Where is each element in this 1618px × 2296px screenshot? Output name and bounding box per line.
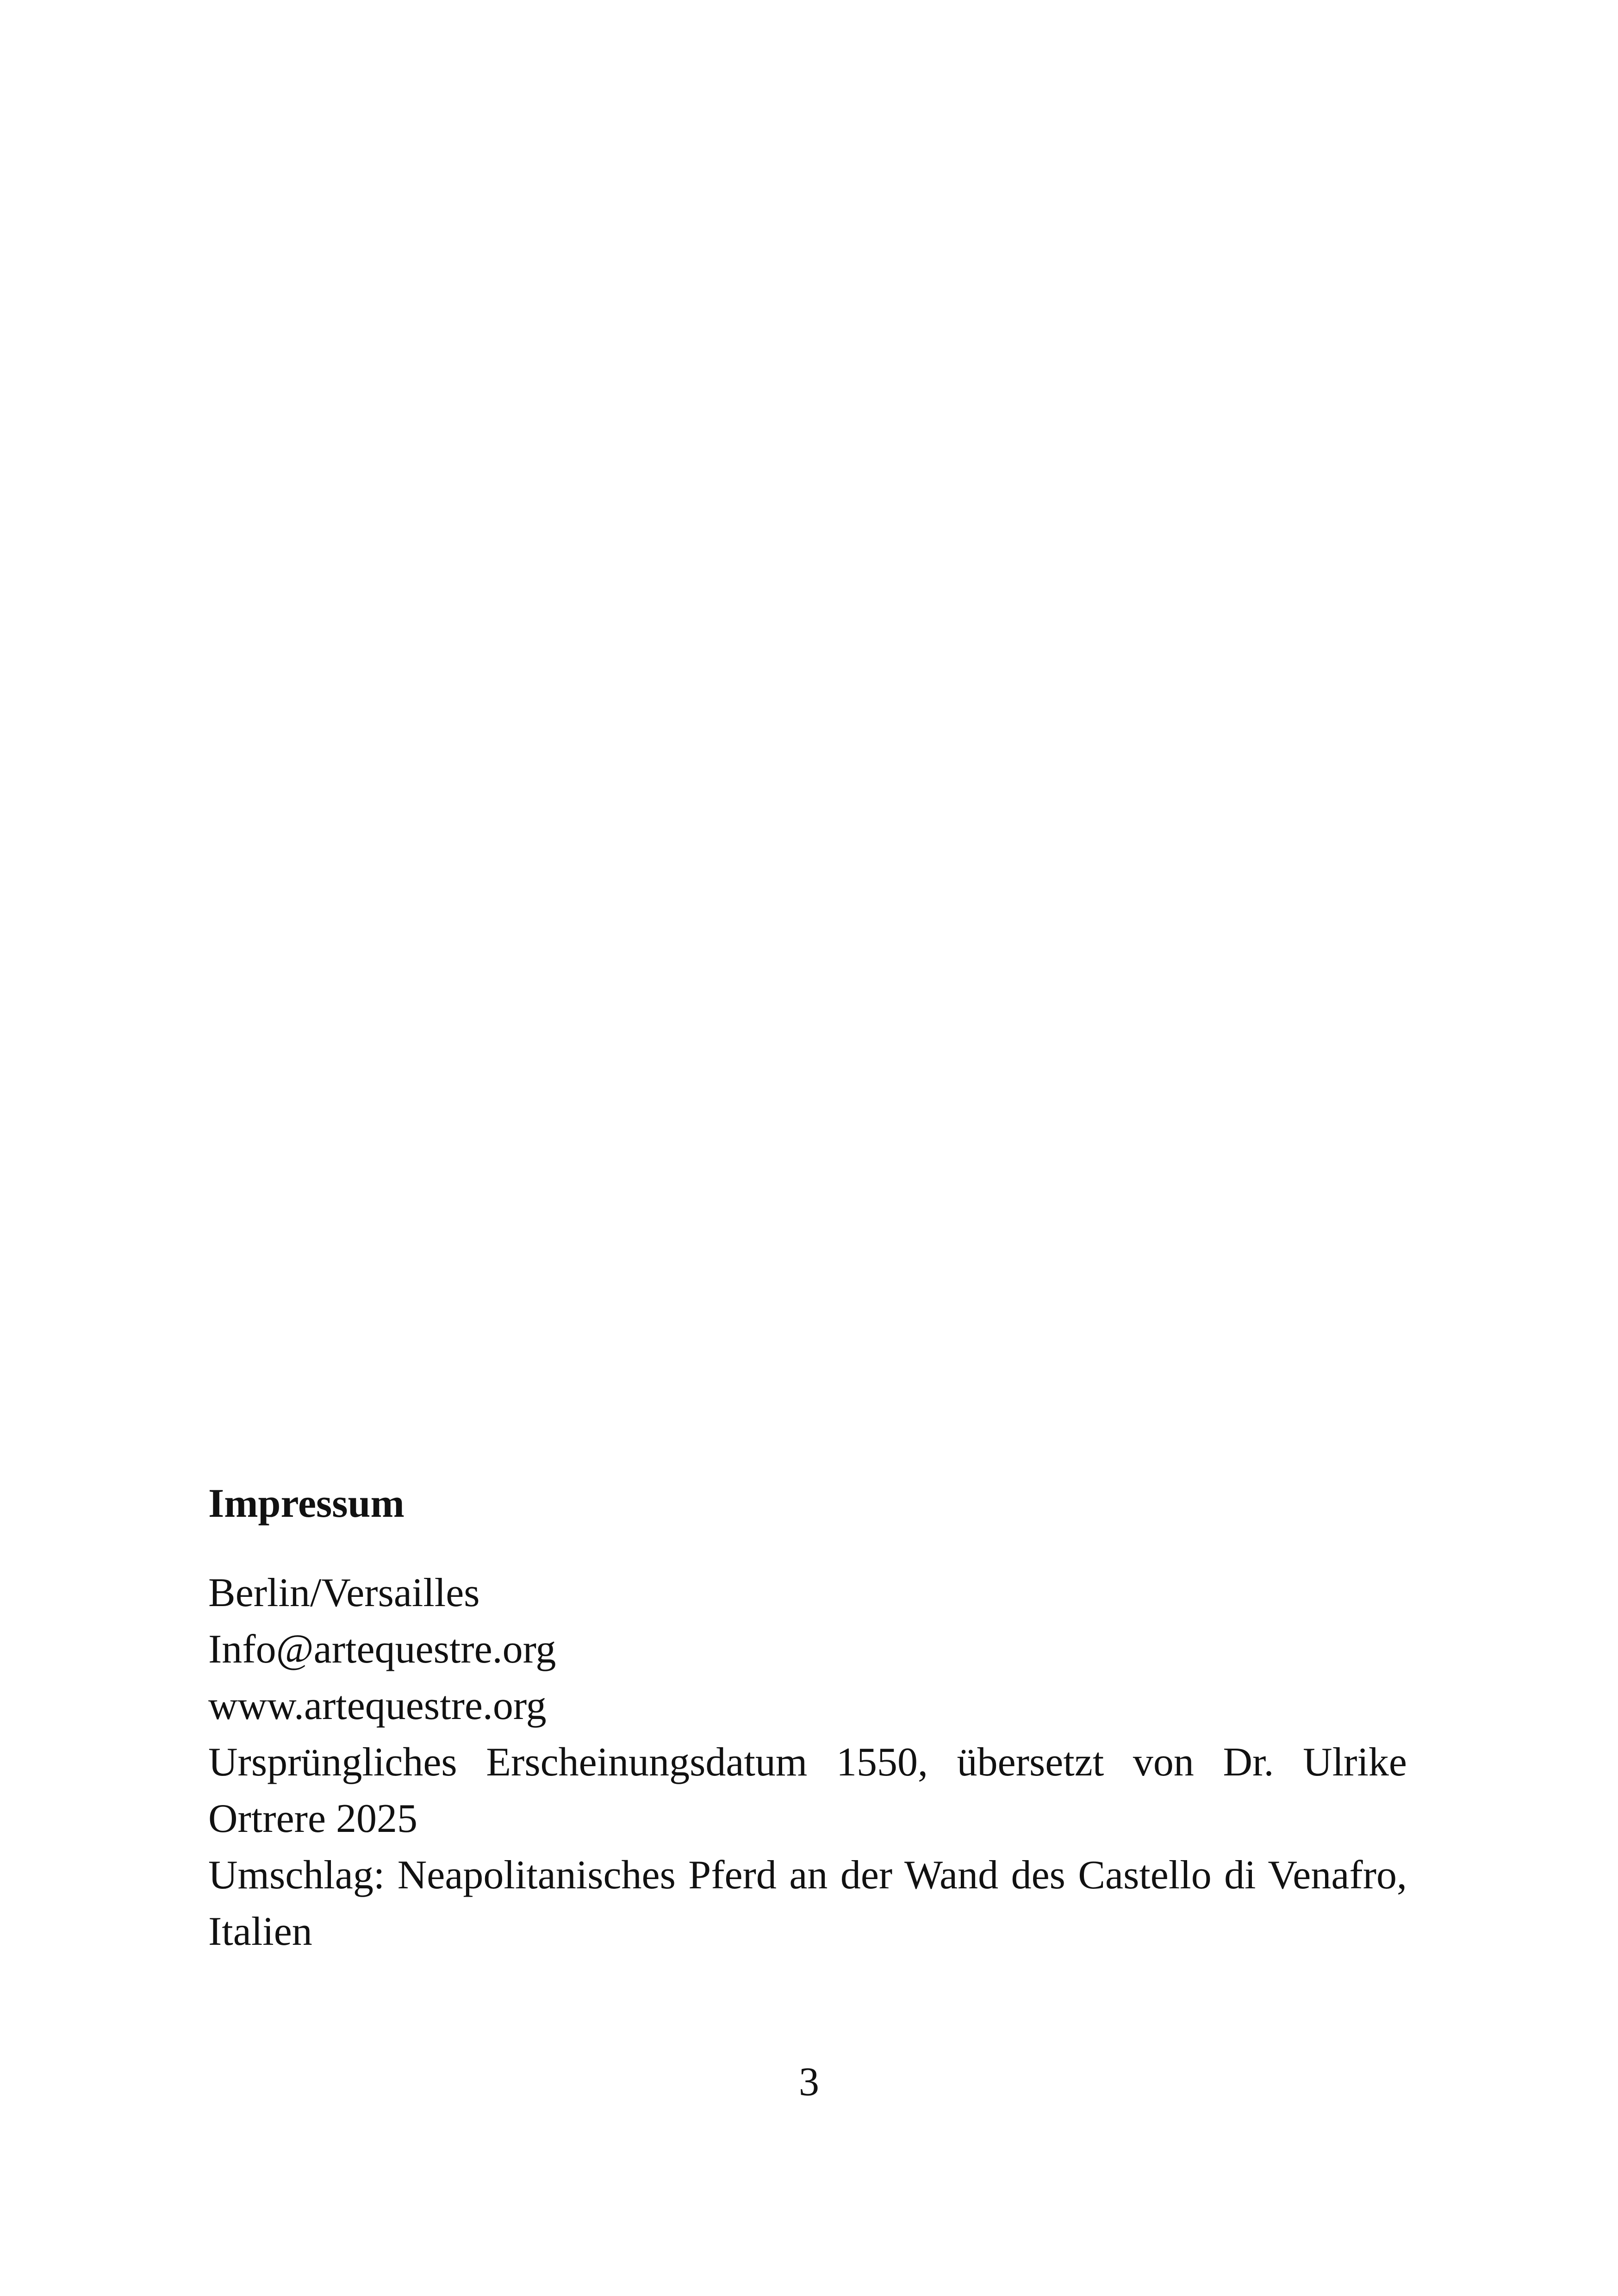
- publication-text: Ursprüngliches Erscheinungsdatum 1550, übersetzt von Dr. Ulrike Ortrere 2025: [208, 1740, 1407, 1841]
- website-text: www.artequestre.org: [208, 1683, 547, 1728]
- location-text: Berlin/Versailles: [208, 1570, 480, 1615]
- cover-text: Umschlag: Neapolitanisches Pferd an der Wand des Castello di Venafro, Italien: [208, 1853, 1407, 1954]
- impressum-details: [208, 1565, 1407, 1960]
- page-number: 3: [799, 2060, 819, 2104]
- impressum-section: [208, 1476, 1407, 1960]
- impressum-heading: Impressum: [208, 1481, 404, 1526]
- email-text: Info@artequestre.org: [208, 1627, 556, 1672]
